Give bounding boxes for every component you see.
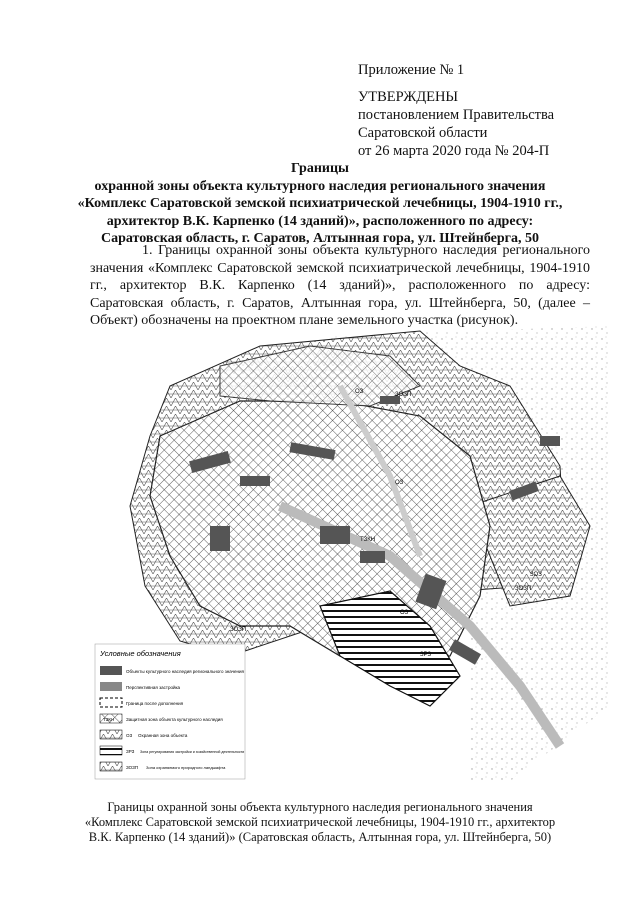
legend-item-text: Зона регулирования застройки и хозяйственной деятельности bbox=[140, 750, 245, 754]
zone-label: ЗОЗП bbox=[395, 392, 412, 398]
legend-swatch-security bbox=[100, 730, 122, 739]
site-plan-map bbox=[90, 326, 610, 781]
legend-item-text: Охранная зона объекта bbox=[138, 733, 188, 738]
zone-label: ОЗ bbox=[355, 389, 364, 395]
zone-label: ЗОЗП bbox=[515, 586, 532, 592]
zone-label: ЗРЗ bbox=[420, 652, 432, 658]
approval-line: от 26 марта 2020 года № 204-П bbox=[358, 143, 550, 159]
appendix-label: Приложение № 1 bbox=[358, 62, 465, 78]
legend-swatch-landscape bbox=[100, 762, 122, 771]
zone-label: ОЗ bbox=[400, 610, 409, 616]
title-line: архитектор В.К. Карпенко (14 зданий)», расположенного по адресу: bbox=[106, 213, 534, 229]
map-caption bbox=[60, 800, 580, 845]
approval-line: постановлением Правительства bbox=[358, 107, 555, 123]
legend-item-text: Защитная зона объекта культурного наследия bbox=[126, 717, 223, 722]
building bbox=[320, 526, 350, 544]
document-title bbox=[60, 160, 580, 248]
legend-swatch-boundary bbox=[100, 698, 122, 707]
legend-item-code: ТЗКН bbox=[103, 717, 115, 722]
approval-block bbox=[358, 88, 554, 160]
legend-swatch-heritage bbox=[100, 666, 122, 675]
approval-line: Саратовской области bbox=[358, 125, 488, 141]
caption-line: Границы охранной зоны объекта культурного наследия регионального значения bbox=[107, 800, 533, 814]
legend-item-text: Объекты культурного наследия регионального значения bbox=[126, 669, 244, 674]
building bbox=[240, 476, 270, 486]
title-line: Саратовская область, г. Саратов, Алтынная гора, ул. Штейнберга, 50 bbox=[100, 231, 540, 246]
title-line: Границы bbox=[291, 161, 349, 176]
building bbox=[210, 526, 230, 551]
zone-label: ЗОЗ bbox=[530, 572, 542, 578]
building bbox=[540, 436, 560, 446]
approval-line: УТВЕРЖДЕНЫ bbox=[358, 89, 459, 105]
zone-label: ТЗКН bbox=[360, 537, 376, 543]
legend-item-text: Перспективная застройка bbox=[126, 685, 181, 690]
legend-item-code: ЗРЗ bbox=[126, 749, 135, 754]
title-line: «Комплекс Саратовской земской психиатрической лечебницы, 1904-1910 гг., bbox=[77, 196, 563, 211]
legend-swatch-construction bbox=[100, 682, 122, 691]
caption-line: В.К. Карпенко (14 зданий)» (Саратовская область, Алтынная гора, ул. Штейнберга, 50) bbox=[88, 830, 552, 844]
legend-swatch-regulation bbox=[100, 746, 122, 755]
legend-item-text: Зона охраняемого природного ландшафта bbox=[146, 765, 226, 770]
legend-item-code: ОЗ bbox=[126, 733, 133, 738]
legend-item-text: Граница после дополнения bbox=[126, 701, 184, 706]
body-paragraph-block bbox=[90, 242, 590, 330]
map-legend bbox=[95, 644, 245, 779]
title-line: охранной зоны объекта культурного наследия регионального значения bbox=[94, 178, 546, 194]
caption-line: «Комплекс Саратовской земской психиатрической лечебницы, 1904-1910 гг., архитектор bbox=[84, 815, 556, 829]
zone-label: ЗОЗП bbox=[230, 627, 247, 633]
legend-background bbox=[95, 644, 245, 779]
legend-item-code: ЗОЗП bbox=[126, 765, 139, 770]
legend-title: Условные обозначения bbox=[100, 649, 181, 658]
body-paragraph: 1. Границы охранной зоны объекта культурного наследия регионального значения «Комплекс Саратовской земской психиатрической лечебницы, 1904-1910 гг., архитектор В.К. Карпенко (14 зданий)», расположенного по адресу: Саратовская область, г. Саратов, Алтынная гора, ул. Штейнберга, 50, (далее – Объект) обозначены на проектном плане земельного участка (рисунок). bbox=[90, 243, 590, 328]
zone-label: ОЗ bbox=[395, 480, 404, 486]
building bbox=[360, 551, 385, 563]
